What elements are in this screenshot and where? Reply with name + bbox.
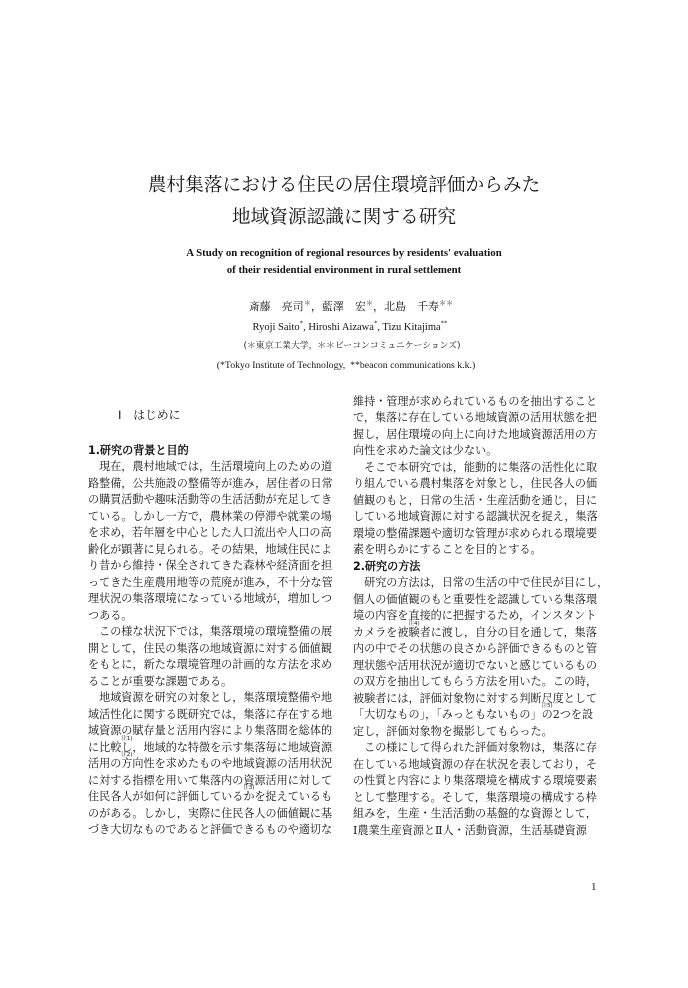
text-line xyxy=(88,752,335,773)
text-segment: カメラを被 xyxy=(353,625,409,639)
footnote-anchor xyxy=(243,785,255,804)
text-line: この様な状況下では，集落環境の環境整備の展 xyxy=(99,625,333,639)
text-line: 1.研究の背景と目的 xyxy=(88,443,189,457)
author-separator: ， xyxy=(373,300,384,313)
affiliation-mark: ** xyxy=(440,320,448,328)
subsection-heading xyxy=(88,443,335,460)
text-line: づき大切なものであると評価できるものや適切な xyxy=(88,823,333,837)
text-segment: 活用の xyxy=(88,757,122,771)
text-line: Ⅰ農業生産資源とⅡ人・活動資源，生活基礎資源 xyxy=(353,823,587,837)
author-name: Hiroshi Aizawa xyxy=(308,322,374,333)
paragraph xyxy=(88,690,335,839)
text-line: 境の内容を直接的に把握するため，インスタント xyxy=(353,609,597,623)
section-heading xyxy=(88,407,335,424)
author-separator: , xyxy=(377,322,383,333)
affiliation-mark: ＊ xyxy=(365,298,373,308)
text-line: 開として，住民の集落の地域資源に対する価値観 xyxy=(88,641,332,655)
text-line: に対する指標を用いて集落内の資源活用に対して xyxy=(88,773,333,787)
text-line: している地域資源に対する認識状況を捉え，集落 xyxy=(353,510,598,524)
affiliation-mark: ＊＊ xyxy=(439,298,454,308)
title-english-line-1: A Study on recognition of regional resources by residents' evaluation xyxy=(186,247,502,259)
authors-english xyxy=(0,320,688,335)
body-column-right xyxy=(353,394,609,840)
text-line: 研究の方法は，日常の生活の中で住民が目にし， xyxy=(364,576,609,590)
text-line: 定し，評価対象物を撮影してもらった。 xyxy=(353,724,553,738)
title-japanese-line-2: 地域資源認識に関する研究 xyxy=(231,207,457,228)
text-line: この様にして得られた評価対象物は，集落に存 xyxy=(364,741,598,755)
text-line: 維持・管理が求められているものを抽出すること xyxy=(353,394,598,408)
text-segment: 住民各人が如何に評価している xyxy=(88,790,244,804)
authors-japanese xyxy=(0,299,688,315)
author-name: Ryoji Saito xyxy=(252,322,300,333)
text-line: 理状況の集落環境になっている地域が，増加しつ xyxy=(88,592,333,606)
affiliation-mark: * xyxy=(373,320,378,328)
text-line: 現在，農村地域では，生活環境向上のための道 xyxy=(99,460,333,474)
paragraph xyxy=(353,740,601,839)
page-number: 1 xyxy=(591,881,597,893)
footnote-anchor-text: の xyxy=(541,708,553,722)
footnote-anchor xyxy=(408,620,420,639)
text-line xyxy=(353,703,601,724)
paragraph-continued xyxy=(353,394,601,460)
text-line: ることが重要な課題である。 xyxy=(88,674,233,688)
text-line: のがある。しかし，実際に住民各人の価値観に基 xyxy=(88,806,333,820)
footnote-mark: 注3) xyxy=(243,785,255,792)
text-line: として整理する。そして，集落環境の構成する枠 xyxy=(353,790,597,804)
author-name: 斎藤 亮司 xyxy=(248,300,304,313)
text-line: で，集落に存在している地域資源の活用状態を把 xyxy=(353,411,597,425)
text-line: ってきた生産農用地等の荒廃が進み，不十分な管 xyxy=(88,575,333,589)
text-line: 握し，居住環境の向上に向けた地域資源活用の方 xyxy=(353,427,598,441)
text-segment: を捉えているも xyxy=(254,790,333,804)
text-segment: 向性を求めたものや地域資源の活用状況 xyxy=(132,757,333,771)
text-line: ている。しかし一方で，農林業の停滞や就業の場 xyxy=(88,509,332,523)
author-separator: ， xyxy=(310,300,322,313)
text-line: の双方を抽出してもらう方法を用いた。この時， xyxy=(353,675,598,689)
text-line: 域活性化に関する既研究では，集落に存在する地 xyxy=(88,707,333,721)
footnote-anchor-text: し xyxy=(121,740,133,754)
text-line: の購買活動や趣味活動等の生活活動が充足してき xyxy=(88,493,333,507)
affiliation-mark: * xyxy=(299,320,304,328)
text-line: り昔から維持・保全されてきた森林や経済面を担 xyxy=(88,559,333,573)
text-line: の性質と内容により集落環境を構成する環境要素 xyxy=(353,774,598,788)
text-segment: に比較 xyxy=(88,740,122,754)
text-line xyxy=(88,785,335,806)
text-line: 在している地域資源の存在状況を表しており，そ xyxy=(353,757,598,771)
author-separator: , xyxy=(303,322,309,333)
footnote-mark: 注2) xyxy=(121,752,133,759)
text-line: 地域資源を研究の対象とし，集落環境整備や地 xyxy=(99,691,333,705)
text-line: 域資源の賦存量と活用内容により集落間を総体的 xyxy=(88,724,333,738)
text-segment: 者に渡し，自分の目を通して，集落 xyxy=(419,625,597,639)
text-line: そこで本研究では，能動的に集落の活性化に取 xyxy=(364,460,598,474)
text-line: をもとに，新たな環境管理の計画的な方法を求め xyxy=(88,658,333,672)
footnote-anchor xyxy=(541,703,553,722)
text-line: を求め，若年層を中心とした人口流出や人口の高 xyxy=(88,526,332,540)
paragraph xyxy=(353,575,609,740)
footnote-anchor xyxy=(121,752,133,771)
author-name: 北島 千寿 xyxy=(384,300,439,313)
text-line: 組みを，生産・生活活動の基盤的な資源として， xyxy=(353,807,597,821)
text-line: 値観のもと，日常の生活・生産活動を通じ，目に xyxy=(353,493,598,507)
text-line: 路整備，公共施設の整備等が進み，居住者の日常 xyxy=(88,476,333,490)
text-line: 理状態や活用状況が適切でないと感じているもの xyxy=(353,658,598,672)
text-line: 齢化が顕著に見られる。その結果，地域住民によ xyxy=(88,542,333,556)
title-japanese-line-1: 農村集落における住民の居住環境評価からみた xyxy=(147,175,541,196)
footnote-anchor-text: 方 xyxy=(121,757,133,771)
text-line: 向性を求めた論文は少ない。 xyxy=(353,444,498,458)
text-line: 素を明らかにすることを目的とする。 xyxy=(353,543,542,557)
text-segment: ，地域的な特徴を示す集落毎に地域資源 xyxy=(132,740,333,754)
text-line: 2.研究の方法 xyxy=(353,559,421,573)
footnote-anchor-text: か xyxy=(243,790,255,804)
text-segment: 2つを設 xyxy=(552,708,594,722)
paragraph xyxy=(88,459,335,624)
text-line: 内の中でその状態の良さから評価できるものと管 xyxy=(353,642,598,656)
subsection-heading xyxy=(353,559,601,576)
text-segment: 「大切なもの」，「みっともないもの」 xyxy=(353,708,542,722)
text-line: り組んでいる農村集落を対象とし，住民各人の価 xyxy=(353,477,598,491)
text-line xyxy=(353,620,601,642)
footnote-mark: 注5) xyxy=(541,703,553,710)
text-line: 個人の価値観のもと重要性を認識している集落環 xyxy=(353,592,598,606)
affiliation-mark: ＊ xyxy=(303,298,311,308)
affiliation-english: (*Tokyo Institute of Technology, **beacon communications k.k.) xyxy=(216,360,476,371)
text-line: つある。 xyxy=(88,608,133,622)
footnote-mark: 注1) xyxy=(121,735,133,742)
author-name: Tizu Kitajima xyxy=(382,322,441,333)
text-line: 環境の整備課題や適切な管理が求められる環境要 xyxy=(353,526,598,540)
affiliation-japanese: (＊東京工業大学，＊＊ビーコンコミュニケーションズ) xyxy=(243,341,461,351)
body-column-left xyxy=(88,394,335,839)
author-name: 藍澤 宏 xyxy=(321,300,366,313)
footnote-mark: 注4) xyxy=(408,620,420,627)
footnote-anchor-text: 験 xyxy=(408,625,420,639)
text-line: Ⅰ はじめに xyxy=(118,407,181,422)
text-line: 被験者には，評価対象物に対する判断尺度として xyxy=(353,691,598,705)
title-english-line-2: of their residential environment in rural settlement xyxy=(226,264,462,276)
paragraph xyxy=(88,624,335,690)
paragraph xyxy=(353,460,601,559)
